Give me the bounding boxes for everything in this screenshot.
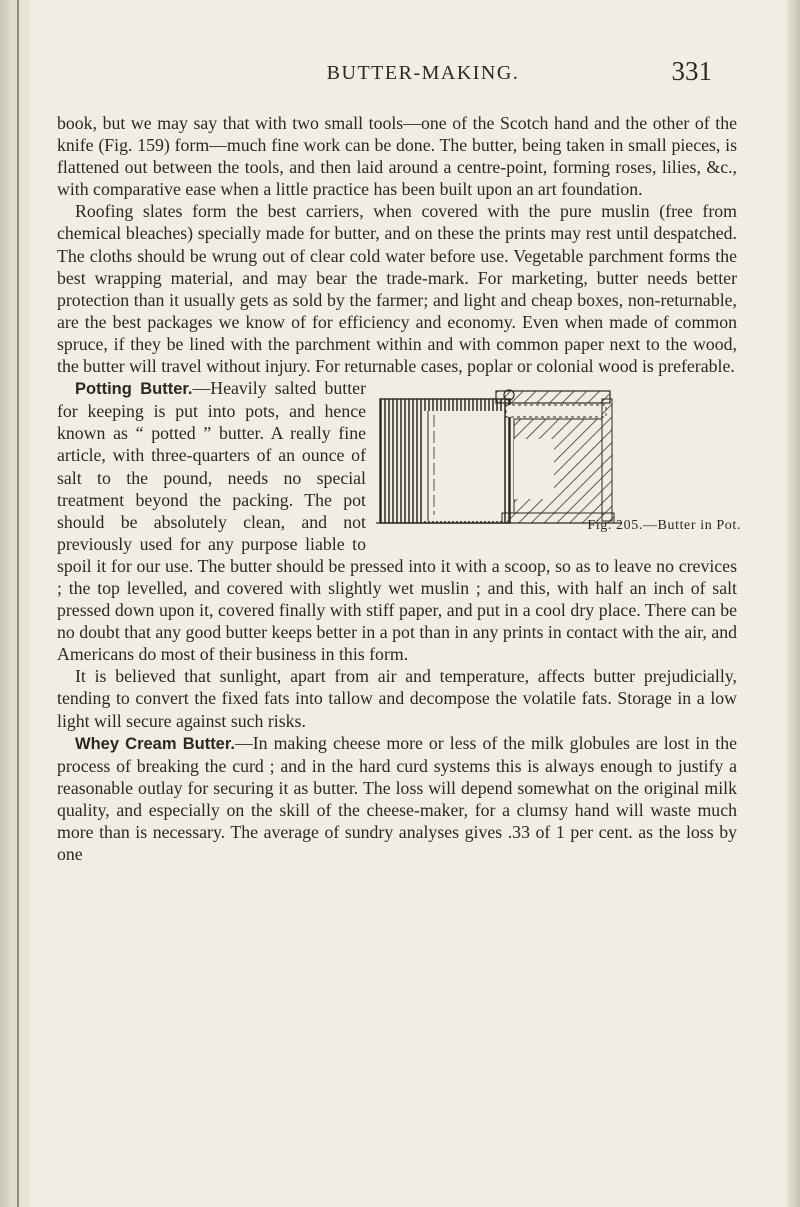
paragraph-5-text: —In making cheese more or less of the milk globules are lost in the process of breaking the curd ; and in the hard curd systems this is always enough to justify a reasonable outlay for securing it as butter. The loss will depend somewhat on the original milk quality, and especially on the skill of the cheese-maker, for a clumsy hand will waste much more than is necessary. The average of sundry analyses gives .33 of 1 per cent. as the loss by one [57,732,737,865]
body-text [57,112,741,865]
paragraph-4: It is believed that sunlight, apart from air and temperature, affects butter prejudicially, tending to convert the fixed fats into tallow and decompose the volatile fats. Storage in a low light will secure against such risks. [57,666,737,731]
running-head: BUTTER-MAKING. [326,62,520,84]
figure-caption: Fig. 205.—Butter in Pot. [587,518,741,534]
paragraph-2: Roofing slates form the best carriers, when covered with the pure muslin (free from chemical bleaches) specially made for butter, and on these the prints may rest until despatched. The cloths should be wrung out of clear cold water before use. Vegetable parchment forms the best wrapping material, and may bear the trade-mark. For marketing, butter needs better protection than it usually gets as sold by the farmer; and light and cheap boxes, non-returnable, are the best packages we know of for efficiency and economy. Even when made of common spruce, if they be lined with the parchment within and with common paper next to the wood, the butter will travel without injury. For returnable cases, poplar or colonial wood is preferable. [57,201,737,377]
section-heading-potting: Potting Butter. [75,380,193,399]
paragraph-5 [57,732,737,866]
paragraph-3 [57,377,741,665]
book-gutter [0,0,30,1207]
paragraph-1: book, but we may say that with two small tools—one of the Scotch hand and the other of the knife (Fig. 159) form—much fine work can be done. The butter, being taken in small pieces, is flattened out between the tools, and then laid around a centre-point, forming roses, lilies, &c., with comparative ease when a little practice has been built upon an art foundation. [57,113,737,200]
paragraph-3-text: —Heavily salted butter for keeping is put into pots, and hence known as “ potted ” butter. A really fine article, with three-quarters of an ounce of salt to the pound, needs no special treatment beyond the packing. The pot should be absolutely clean, and not previously used for any purpose liable to spoil it for our use. The butter should be pressed into it with a scoop, so as to leave no crevices ; the top levelled, and covered with slightly wet muslin ; and this, with half an inch of salt pressed down upon it, covered finally with stiff paper, and put in a cool dry place. There can be no doubt that any good butter keeps better in a pot than in any prints in contact with the air, and Americans do most of their business in this form. [57,378,737,665]
figure-butter-in-pot [376,385,741,537]
section-heading-whey: Whey Cream Butter. [75,734,235,753]
page-edge [786,0,800,1207]
page-number: 331 [671,56,712,86]
page-header [96,56,750,92]
